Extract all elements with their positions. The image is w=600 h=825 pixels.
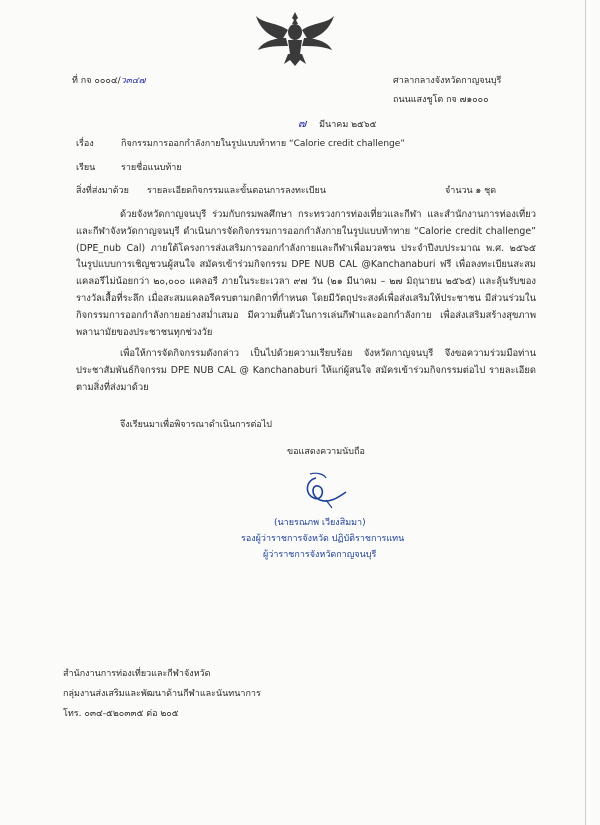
garuda-emblem-icon [252, 8, 338, 68]
signature-icon [296, 470, 352, 510]
addressee-label: เรียน [76, 163, 96, 173]
document-number-prefix: ที่ กจ ๐๐๐๔/ [72, 76, 121, 86]
enclosure-text: รายละเอียดกิจกรรมและขั้นตอนการลงทะเบียน [147, 186, 326, 196]
body-paragraph-1: ด้วยจังหวัดกาญจนบุรี ร่วมกับกรมพลศึกษา กระทรวงการท่องเที่ยวและกีฬา และสำนักงานการท่องเที่ยวและกีฬาจังหวัดกาญจนบุรี ดำเนินการจัดกิจกรรมการออกกำลังกายในรูปแบบท้าทาย “Calorie credit challenge” (DPE_nub Cal) ภายใต้โครงการส่งเสริมการออกกำลังกายและกีฬาเพื่อมวลชน ประจำปีงบประมาณ พ.ศ. ๒๕๖๕ ในรูปแบบการเชิญชวนผู้สนใจ สมัครเข้าร่วมกิจกรรม DPE NUB CAL @Kanchanaburi ฟรี เพื่อลงทะเบียนสะสมแคลอรีไม่น้อยกว่า ๒๐,๐๐๐ แคลอรี ภายในระยะเวลา ๙๗ วัน (๒๑ มีนาคม – ๒๗ มิถุนายน ๒๕๖๕) และลุ้นรับของรางวัลเสื้อที่ระลึก เมื่อสะสมแคลอรีครบตามกติกาที่กำหนด โดยมีวัตถุประสงค์เพื่อส่งเสริมให้ประชาชน มีส่วนร่วมในกิจกรรมการออกกำลังกายอย่างสม่ำเสมอ มีความตื่นตัวในการเล่นกีฬาและออกกำลังกาย เพื่อส่งเสริมสร้างสุขภาพพลานามัยของประชาชนทุกช่วงวัย [76, 209, 536, 338]
footer-division: กลุ่มงานส่งเสริมและพัฒนาด้านกีฬาและนันทนาการ [63, 689, 261, 699]
footer-phone: โทร. ๐๓๔-๕๒๐๓๓๕ ต่อ ๒๐๕ [63, 709, 179, 719]
date-month-year: มีนาคม ๒๕๖๕ [319, 120, 377, 130]
signer-title-line1: รองผู้ว่าราชการจังหวัด ปฏิบัติราชการแทน [241, 534, 405, 544]
document-number [72, 73, 146, 87]
document-date [298, 114, 376, 132]
signer-title-line2: ผู้ว่าราชการจังหวัดกาญจนบุรี [263, 550, 377, 560]
footer-office: สำนักงานการท่องเที่ยวและกีฬาจังหวัด [63, 669, 211, 679]
enclosure-label: สิ่งที่ส่งมาด้วย [76, 186, 129, 196]
addressee-text: รายชื่อแนบท้าย [121, 163, 182, 173]
signer-name: (นายรณภพ เวียงสิมมา) [274, 518, 366, 528]
document-number-handwritten: ว๓๔๗ [120, 76, 146, 86]
page-edge-line [585, 0, 586, 825]
body-paragraph-3: จึงเรียนมาเพื่อพิจารณาดำเนินการต่อไป [120, 420, 273, 430]
enclosure-quantity: จำนวน ๑ ชุด [445, 186, 497, 196]
body-paragraph-2: เพื่อให้การจัดกิจกรรมดังกล่าว เป็นไปด้วยความเรียบร้อย จังหวัดกาญจนบุรี จึงขอความร่วมมือท่าน ประชาสัมพันธ์กิจกรรม DPE NUB CAL @ Kanchanaburi ให้แก่ผู้สนใจ สมัครเข้าร่วมกิจกรรมต่อไป รายละเอียดตามสิ่งที่ส่งมาด้วย [76, 348, 536, 393]
office-address-line1: ศาลากลางจังหวัดกาญจนบุรี [393, 76, 502, 86]
office-address-line2: ถนนแสงชูโต กจ ๗๑๐๐๐ [393, 95, 489, 105]
subject-text: กิจกรรมการออกกำลังกายในรูปแบบท้าทาย “Calorie credit challenge” [121, 139, 405, 149]
closing-regards: ขอแสดงความนับถือ [287, 447, 365, 457]
subject-label: เรื่อง [76, 139, 94, 149]
date-day-handwritten: ๗ [298, 117, 307, 130]
